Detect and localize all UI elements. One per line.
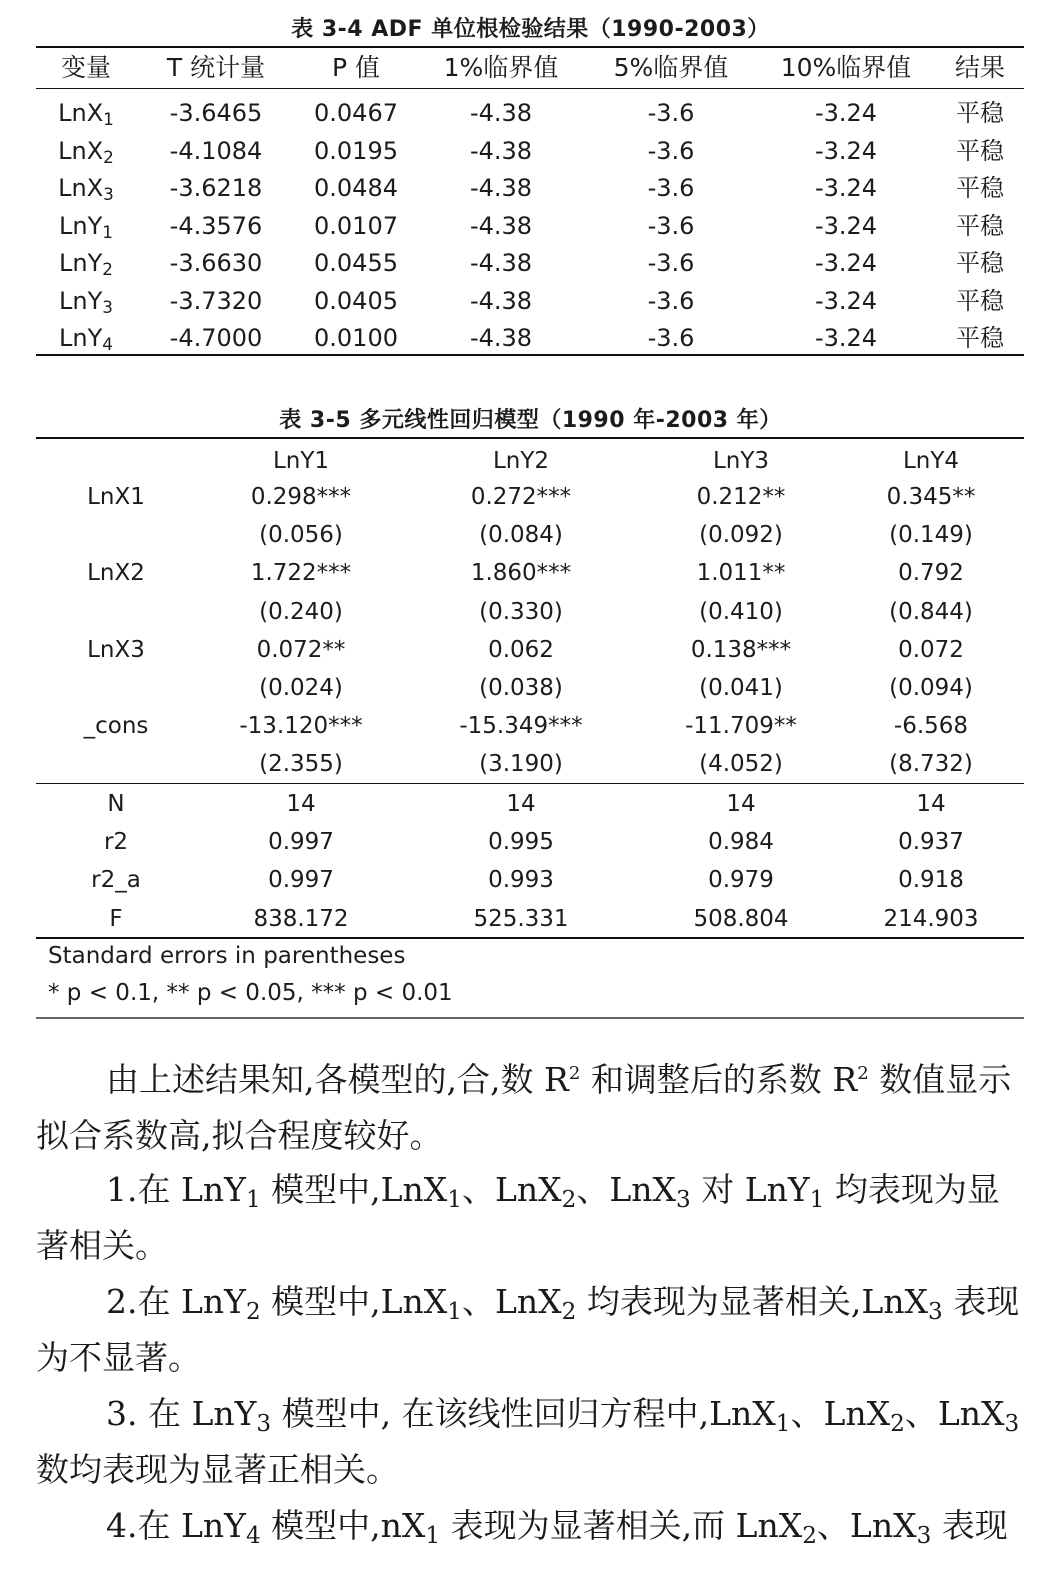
subscript: 2: [245, 1298, 261, 1325]
text: 3. 在 LnY: [106, 1394, 257, 1433]
coefficient-cell: -6.568: [893, 713, 969, 740]
text: 、LnX: [576, 1170, 677, 1209]
table-header-row: [36, 49, 1024, 87]
std-error-cell: (0.038): [479, 675, 563, 701]
variable-cell: [36, 244, 136, 282]
top-rule: [36, 46, 1024, 48]
stat-cell: 214.903: [883, 905, 979, 932]
subscript: 3: [256, 1410, 272, 1437]
critical-10pct-cell: -3.24: [814, 99, 878, 127]
table-row: [36, 94, 1024, 132]
std-error-cell: (8.732): [889, 751, 973, 778]
variable-subscript: 1: [103, 109, 114, 130]
critical-1pct-cell: -4.38: [469, 324, 533, 352]
std-error-cell: (0.844): [889, 598, 973, 625]
t-stat-cell: -4.7000: [169, 324, 263, 352]
stat-label: r2: [103, 829, 129, 856]
variable-subscript: 1: [102, 221, 113, 242]
stat-cell: 0.937: [898, 829, 964, 856]
stat-cell: 0.997: [268, 867, 334, 894]
coefficient-cell: 0.298***: [250, 484, 352, 510]
critical-1pct-cell: -4.38: [469, 174, 533, 202]
std-error-cell: (0.041): [699, 675, 783, 701]
critical-10pct-cell: -3.24: [814, 249, 878, 277]
coefficient-row: [36, 478, 1024, 516]
variable-name: LnY: [59, 324, 103, 352]
t-stat-cell: -4.3576: [169, 211, 263, 240]
stat-cell: 525.331: [473, 905, 569, 932]
stat-cell: 838.172: [253, 905, 349, 932]
t-stat-cell: -4.1084: [169, 136, 263, 165]
std-error-cell: (0.410): [699, 598, 783, 625]
subscript: 1: [447, 1298, 462, 1325]
coefficient-cell: -11.709**: [685, 713, 797, 740]
variable-name: LnX: [58, 174, 104, 202]
std-error-cell: (4.052): [699, 751, 783, 778]
critical-1pct-cell: -4.38: [469, 136, 533, 165]
stat-label: r2_a: [91, 867, 141, 894]
coefficient-cell: -15.349***: [459, 713, 583, 740]
model-col-lny3: LnY3: [712, 448, 770, 474]
t-stat-cell: -3.7320: [169, 286, 263, 315]
bottom-rule: [36, 354, 1024, 356]
standard-errors-note: Standard errors in parentheses: [48, 943, 406, 969]
critical-1pct-cell: -4.38: [469, 286, 533, 315]
coefficient-cell: 0.345**: [886, 484, 976, 510]
result-cell: 平稳: [956, 211, 1004, 240]
model-col-lny2: LnY2: [492, 448, 550, 474]
critical-10pct-cell: -3.24: [814, 211, 878, 240]
model-col-lny4: LnY4: [902, 448, 960, 474]
std-error-cell: (0.330): [479, 598, 563, 625]
result-cell: 平稳: [956, 136, 1004, 165]
text: 数值显示拟合系数高,拟合程度较好。: [36, 1060, 1012, 1155]
table-3-4-caption: 表 3-4 ADF 单位根检验结果（1990-2003）: [291, 17, 770, 42]
variable-subscript: 2: [102, 259, 113, 280]
critical-10pct-cell: -3.24: [814, 136, 878, 165]
variable-cell: [36, 282, 136, 320]
variable-cell: [36, 169, 136, 207]
text: 、LnX: [461, 1170, 562, 1209]
header-variable: 变量: [60, 53, 111, 82]
subscript: 2: [561, 1186, 577, 1213]
paragraph-lny2-model: [36, 1274, 1028, 1386]
model-header-row: [36, 442, 1024, 480]
std-error-cell: (0.092): [699, 522, 783, 549]
text: 均表现为显著相关。: [36, 1170, 1000, 1265]
subscript: 3: [1004, 1410, 1020, 1437]
table-3-5-caption: 表 3-5 多元线性回归模型（1990 年-2003 年）: [279, 408, 782, 433]
text: 模型中,nX: [260, 1506, 426, 1545]
header-critical-10pct: 10%临界值: [780, 53, 912, 82]
coefficient-cell: -13.120***: [239, 713, 363, 740]
text: 对 LnY: [690, 1170, 810, 1209]
model-col-lny1: LnY1: [272, 448, 330, 474]
coefficient-cell: 0.212**: [696, 484, 786, 510]
table-row: [36, 132, 1024, 170]
text: 2.在 LnY: [106, 1282, 246, 1321]
variable-subscript: 4: [102, 334, 113, 355]
stat-cell: 0.918: [898, 867, 964, 894]
t-stat-cell: -3.6465: [169, 99, 263, 127]
stats-rule: [36, 937, 1024, 939]
stat-label: N: [107, 791, 125, 817]
p-value-cell: 0.0484: [314, 174, 398, 202]
text: 4.在 LnY: [106, 1506, 246, 1545]
paragraph-lny3-model: [36, 1386, 1028, 1498]
t-stat-cell: -3.6630: [169, 249, 263, 277]
stat-row: [36, 900, 1024, 938]
stat-cell: 14: [726, 791, 756, 817]
bottom-rule: [36, 1017, 1024, 1019]
stat-cell: 0.997: [268, 829, 334, 856]
result-cell: 平稳: [956, 99, 1004, 127]
stat-row: [36, 785, 1024, 823]
std-error-row: [36, 745, 1024, 783]
text: 均表现为显著相关,LnX: [576, 1282, 928, 1321]
variable-name: LnY: [59, 249, 103, 277]
text: 、LnX: [461, 1282, 562, 1321]
variable-cell: [36, 132, 136, 170]
table-row: [36, 244, 1024, 282]
text: 、LnX: [904, 1394, 1005, 1433]
p-value-cell: 0.0467: [314, 99, 398, 127]
text: 、LnX: [816, 1506, 917, 1545]
critical-5pct-cell: -3.6: [647, 324, 695, 352]
critical-5pct-cell: -3.6: [647, 136, 695, 165]
row-label: LnX3: [87, 636, 145, 663]
text: 模型中,LnX: [260, 1282, 448, 1321]
subscript: 1: [809, 1186, 825, 1213]
text: 1.在 LnY: [106, 1170, 246, 1209]
std-error-row: [36, 593, 1024, 631]
coefficient-cell: 0.072**: [256, 636, 346, 663]
p-value-cell: 0.0195: [314, 136, 398, 165]
std-error-cell: (0.056): [259, 522, 343, 549]
coefficient-cell: 0.062: [488, 636, 554, 663]
subscript: 2: [890, 1410, 905, 1437]
subscript: 1: [447, 1186, 462, 1213]
text: 模型中,LnX: [260, 1170, 448, 1209]
stat-cell: 14: [286, 791, 316, 817]
critical-10pct-cell: -3.24: [814, 174, 878, 202]
variable-name: LnX: [58, 99, 104, 127]
critical-10pct-cell: -3.24: [814, 286, 878, 315]
p-value-cell: 0.0405: [314, 286, 398, 315]
variable-cell: [36, 94, 136, 132]
critical-1pct-cell: -4.38: [469, 249, 533, 277]
subscript: 3: [928, 1298, 943, 1325]
std-error-cell: (0.024): [259, 675, 343, 701]
coefficient-cell: 0.138***: [690, 636, 792, 663]
coefficient-cell: 1.011**: [696, 560, 786, 587]
subscript: 2: [802, 1522, 817, 1549]
text: 数均表现为显著正相关。: [36, 1450, 399, 1489]
p-value-cell: 0.0100: [314, 324, 398, 352]
coefficient-cell: 0.792: [898, 560, 964, 587]
variable-name: LnY: [59, 286, 103, 315]
table-row: [36, 282, 1024, 320]
paragraph-lny1-model: [36, 1162, 1028, 1274]
row-label: _cons: [83, 713, 149, 740]
result-cell: 平稳: [956, 324, 1004, 352]
subscript: 4: [245, 1522, 261, 1549]
text: 由上述结果知,各模型的,合,数 R: [106, 1060, 569, 1099]
header-result: 结果: [954, 53, 1005, 82]
stat-cell: 14: [916, 791, 946, 817]
stat-cell: 0.984: [708, 829, 774, 856]
critical-1pct-cell: -4.38: [469, 99, 533, 127]
subscript: 3: [916, 1522, 932, 1549]
header-t-stat: T 统计量: [166, 53, 266, 82]
stat-cell: 14: [506, 791, 536, 817]
header-critical-5pct: 5%临界值: [613, 53, 729, 82]
critical-5pct-cell: -3.6: [647, 174, 695, 202]
std-error-cell: (0.084): [479, 522, 563, 549]
stat-cell: 0.995: [488, 829, 554, 856]
std-error-row: [36, 516, 1024, 554]
critical-10pct-cell: -3.24: [814, 324, 878, 352]
t-stat-cell: -3.6218: [169, 174, 263, 202]
std-error-cell: (3.190): [479, 751, 563, 778]
std-error-cell: (2.355): [259, 751, 343, 778]
variable-cell: [36, 207, 136, 245]
coefficient-cell: 0.072: [898, 636, 964, 663]
coefficient-row: [36, 554, 1024, 592]
variable-subscript: 3: [102, 296, 113, 317]
result-cell: 平稳: [956, 174, 1004, 202]
header-critical-1pct: 1%临界值: [443, 53, 559, 82]
std-error-row: [36, 669, 1024, 707]
text: 模型中, 在该线性回归方程中,LnX: [271, 1394, 776, 1433]
row-label: LnX2: [87, 560, 145, 587]
paragraph-fit-summary: [36, 1046, 1028, 1164]
coefficient-cell: 1.860***: [470, 560, 572, 587]
std-error-cell: (0.240): [259, 598, 343, 625]
coefficient-cell: 0.272***: [470, 484, 572, 510]
row-label: LnX1: [87, 484, 145, 510]
stat-cell: 0.979: [708, 867, 774, 894]
header-rule: [36, 88, 1024, 89]
coefficient-row: [36, 631, 1024, 669]
text: 表现: [931, 1506, 1008, 1545]
table-row: [36, 207, 1024, 245]
critical-5pct-cell: -3.6: [647, 211, 695, 240]
table-row: [36, 169, 1024, 207]
paragraph-lny4-model: [36, 1498, 1028, 1554]
p-value-cell: 0.0455: [314, 249, 398, 277]
stat-row: [36, 861, 1024, 899]
coefficient-cell: 1.722***: [250, 560, 352, 587]
p-value-cell: 0.0107: [314, 211, 398, 240]
subscript: 3: [676, 1186, 691, 1213]
variable-name: LnX: [58, 136, 104, 165]
subscript: 1: [425, 1522, 441, 1549]
std-error-cell: (0.149): [889, 522, 973, 549]
variable-subscript: 3: [103, 184, 114, 205]
result-cell: 平稳: [956, 286, 1004, 315]
subscript: 2: [561, 1298, 577, 1325]
text: 表现为不显著。: [36, 1282, 1020, 1377]
stat-cell: 508.804: [693, 905, 789, 932]
critical-5pct-cell: -3.6: [647, 286, 695, 315]
subscript: 1: [245, 1186, 261, 1213]
superscript: 2: [857, 1063, 869, 1084]
variable-subscript: 2: [103, 146, 114, 167]
critical-5pct-cell: -3.6: [647, 99, 695, 127]
mid-rule: [36, 783, 1024, 784]
subscript: 1: [775, 1410, 791, 1437]
significance-note: * p < 0.1, ** p < 0.05, *** p < 0.01: [48, 980, 453, 1006]
text: 、LnX: [790, 1394, 891, 1433]
critical-5pct-cell: -3.6: [647, 249, 695, 277]
table-row: [36, 319, 1024, 357]
top-rule: [36, 437, 1024, 439]
stat-cell: 0.993: [488, 867, 554, 894]
variable-cell: [36, 319, 136, 357]
std-error-cell: (0.094): [889, 675, 973, 701]
text: 和调整后的系数 R: [580, 1060, 858, 1099]
superscript: 2: [568, 1063, 581, 1084]
coefficient-row: [36, 707, 1024, 745]
header-p-value: P 值: [331, 53, 381, 82]
text: 表现为显著相关,而 LnX: [440, 1506, 803, 1545]
result-cell: 平稳: [956, 249, 1004, 277]
stat-row: [36, 823, 1024, 861]
stat-label: F: [109, 905, 123, 932]
variable-name: LnY: [59, 211, 103, 240]
critical-1pct-cell: -4.38: [469, 211, 533, 240]
